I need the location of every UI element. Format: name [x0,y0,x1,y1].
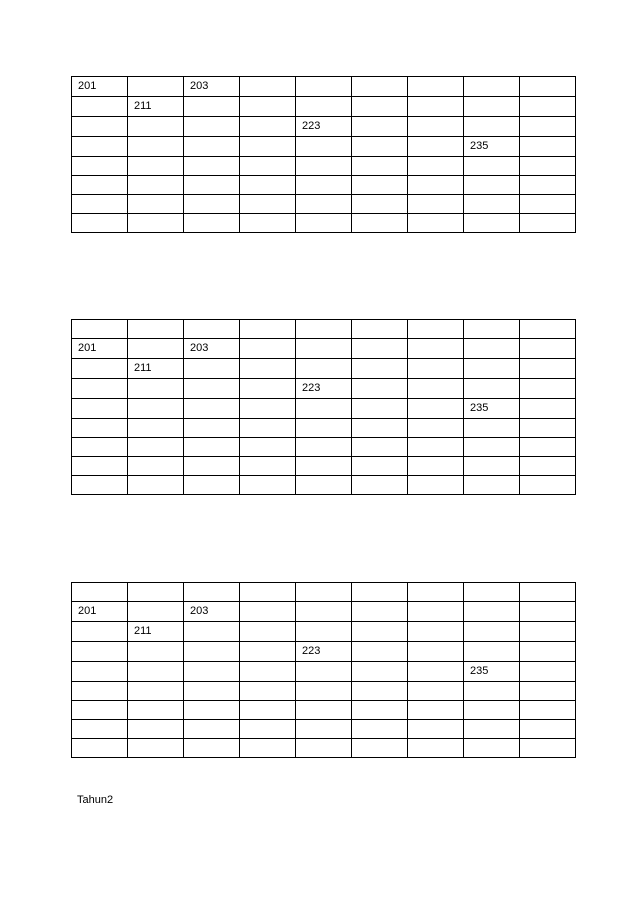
table-cell [520,642,576,662]
table-cell [240,176,296,195]
table-cell [520,214,576,233]
table-cell [464,157,520,176]
table-cell [296,701,352,720]
table-cell [72,399,128,419]
table-row [72,77,576,97]
table-cell [464,701,520,720]
table-cell [296,339,352,359]
table-cell [240,379,296,399]
table-cell: 201 [72,77,128,97]
table-cell [72,662,128,682]
table-cell [408,720,464,739]
table-cell [296,97,352,117]
table-row [72,701,576,720]
table-cell [184,137,240,157]
table-cell [464,438,520,457]
table-cell [128,320,184,339]
table-cell [296,476,352,495]
table-cell [352,419,408,438]
table-cell: 235 [464,399,520,419]
table-cell [240,214,296,233]
table-cell [296,195,352,214]
table-cell [408,339,464,359]
table-row [72,438,576,457]
table-cell [352,622,408,642]
table-cell [296,662,352,682]
table-cell [128,476,184,495]
table-cell [128,339,184,359]
table-cell: 203 [184,339,240,359]
table-cell [240,157,296,176]
table-cell [352,157,408,176]
table-cell [408,214,464,233]
table-cell: 203 [184,602,240,622]
table-cell [184,642,240,662]
table-cell [352,662,408,682]
table-cell [184,701,240,720]
table-cell [240,701,296,720]
table-row [72,117,576,137]
table-cell [72,320,128,339]
table-cell [352,77,408,97]
table-cell [296,137,352,157]
table-cell [184,214,240,233]
table-cell [520,97,576,117]
table-cell [184,359,240,379]
table-cell [520,320,576,339]
table-row [72,399,576,419]
table-cell [408,622,464,642]
table-cell [408,662,464,682]
table-cell [240,662,296,682]
table-row [72,602,576,622]
table-cell [128,662,184,682]
footer-label: Tahun2 [77,794,114,806]
table-cell [352,97,408,117]
table-cell [520,137,576,157]
table-cell [128,77,184,97]
table-cell [184,117,240,137]
table-row [72,157,576,176]
table-cell [296,359,352,379]
table-cell [352,359,408,379]
table-cell [464,457,520,476]
table-cell [240,419,296,438]
grid-table-1 [71,76,576,233]
table-cell [352,583,408,602]
table-cell [240,97,296,117]
table-cell [184,320,240,339]
table-cell [128,379,184,399]
table-row [72,662,576,682]
table-cell [408,419,464,438]
table-cell [408,379,464,399]
table-row [72,339,576,359]
table-cell [72,214,128,233]
table-cell [464,195,520,214]
table-cell [296,602,352,622]
table-cell [184,438,240,457]
table-cell [520,701,576,720]
table-cell [240,642,296,662]
table-cell [408,399,464,419]
table-cell [352,602,408,622]
table-cell: 223 [296,117,352,137]
table-cell [352,339,408,359]
table-cell [184,457,240,476]
table-cell [520,739,576,758]
table-cell [352,379,408,399]
table-cell [72,622,128,642]
table-row [72,682,576,701]
table-cell [128,438,184,457]
table-cell [408,97,464,117]
table-cell [72,176,128,195]
table-cell [296,457,352,476]
table-cell [408,457,464,476]
table-cell [408,320,464,339]
table-cell [520,622,576,642]
table-cell [128,720,184,739]
table-cell [408,157,464,176]
table-cell [240,438,296,457]
table-cell [128,117,184,137]
table-cell [184,662,240,682]
table-cell [296,399,352,419]
table-cell [72,457,128,476]
table-cell [240,583,296,602]
table-row [72,320,576,339]
table-cell [128,214,184,233]
table-cell [464,583,520,602]
table-cell [128,419,184,438]
table-cell [352,320,408,339]
table-cell [464,117,520,137]
table-cell [464,720,520,739]
table-cell [240,399,296,419]
table-cell [352,195,408,214]
table-cell [408,438,464,457]
table-row [72,476,576,495]
table-cell [408,739,464,758]
table-row [72,457,576,476]
table-cell [520,662,576,682]
table-cell [520,476,576,495]
table-cell: 211 [128,97,184,117]
table-row [72,622,576,642]
table-cell [240,602,296,622]
table-cell [352,399,408,419]
table-cell [520,720,576,739]
table-cell [520,682,576,701]
table-row [72,137,576,157]
table-cell [184,195,240,214]
table-cell [128,157,184,176]
table-cell [352,176,408,195]
table-cell [72,701,128,720]
table-cell [352,117,408,137]
table-cell [128,701,184,720]
table-cell [184,682,240,701]
table-cell [240,195,296,214]
table-cell [128,642,184,662]
table-cell [72,720,128,739]
table-cell [296,682,352,701]
table-row [72,419,576,438]
table-cell [352,701,408,720]
table-cell [72,359,128,379]
table-cell [296,157,352,176]
table-cell [240,622,296,642]
table-cell [464,642,520,662]
table-cell [520,602,576,622]
table-cell [72,117,128,137]
table-cell [408,77,464,97]
table-cell [520,195,576,214]
table-cell [464,602,520,622]
table-cell [352,476,408,495]
table-cell [128,602,184,622]
table-cell [464,379,520,399]
table-cell [520,117,576,137]
table-cell [72,476,128,495]
table-cell [72,419,128,438]
table-cell [408,176,464,195]
table-row [72,176,576,195]
table-cell [408,195,464,214]
table-cell [296,214,352,233]
table-cell [464,339,520,359]
table-row [72,97,576,117]
table-cell [464,97,520,117]
table-cell [408,701,464,720]
table-cell [520,457,576,476]
table-cell [184,97,240,117]
table-cell [296,176,352,195]
table-row [72,379,576,399]
table-cell [464,682,520,701]
table-cell [352,720,408,739]
table-cell [72,642,128,662]
table-cell [128,195,184,214]
table-cell [408,583,464,602]
table-cell [240,682,296,701]
table-cell [464,359,520,379]
table-cell [408,117,464,137]
table-cell [72,379,128,399]
table-cell [72,97,128,117]
table-cell [128,399,184,419]
table-cell [240,720,296,739]
table-cell [464,77,520,97]
table-cell [352,214,408,233]
table-cell: 201 [72,339,128,359]
table-cell [128,739,184,758]
table-cell [72,157,128,176]
table-cell [128,457,184,476]
table-cell [240,359,296,379]
table-cell [520,379,576,399]
table-cell [184,399,240,419]
table-cell [408,642,464,662]
table-cell [464,176,520,195]
table-cell [520,583,576,602]
table-cell [408,476,464,495]
table-cell [184,476,240,495]
table-cell: 201 [72,602,128,622]
table-cell [240,339,296,359]
table-cell [72,137,128,157]
table-cell: 235 [464,662,520,682]
table-cell [520,438,576,457]
table-cell [296,419,352,438]
table-cell [184,157,240,176]
table-cell [296,320,352,339]
table-cell [520,77,576,97]
table-cell: 203 [184,77,240,97]
grid-table-3 [71,582,576,758]
table-cell [408,137,464,157]
table-cell [352,438,408,457]
table-row [72,642,576,662]
table-cell [520,419,576,438]
table-cell [352,739,408,758]
table-cell [520,399,576,419]
table-row [72,583,576,602]
table-row [72,195,576,214]
table-cell [240,457,296,476]
grid-table-2 [71,319,576,495]
table-cell: 211 [128,622,184,642]
table-cell [520,176,576,195]
table-cell [464,622,520,642]
table-cell [184,583,240,602]
table-row [72,359,576,379]
table-cell [296,622,352,642]
table-cell [352,457,408,476]
table-cell [464,739,520,758]
table-cell: 223 [296,379,352,399]
table-cell [240,137,296,157]
table-cell [464,214,520,233]
table-cell [240,117,296,137]
table-row [72,720,576,739]
table-cell [128,176,184,195]
table-cell [464,476,520,495]
table-cell [464,320,520,339]
table-cell [184,379,240,399]
table-cell [408,359,464,379]
table-cell [72,739,128,758]
table-cell [240,320,296,339]
table-cell [352,137,408,157]
table-cell [72,583,128,602]
table-cell [296,583,352,602]
table-cell [520,157,576,176]
table-cell [128,583,184,602]
table-cell: 223 [296,642,352,662]
table-cell [184,176,240,195]
table-cell [72,438,128,457]
table-cell [72,682,128,701]
table-cell [240,476,296,495]
table-cell [184,739,240,758]
table-cell [240,739,296,758]
table-cell [240,77,296,97]
table-cell: 211 [128,359,184,379]
table-cell [296,720,352,739]
table-cell [408,602,464,622]
table-cell [520,339,576,359]
table-cell [184,720,240,739]
table-cell [296,77,352,97]
table-cell [296,739,352,758]
table-cell [296,438,352,457]
table-cell [408,682,464,701]
table-cell [128,137,184,157]
table-cell: 235 [464,137,520,157]
table-cell [184,622,240,642]
table-cell [184,419,240,438]
table-cell [352,642,408,662]
table-cell [352,682,408,701]
table-cell [72,195,128,214]
table-cell [520,359,576,379]
table-row [72,214,576,233]
table-cell [128,682,184,701]
table-row [72,739,576,758]
table-cell [464,419,520,438]
